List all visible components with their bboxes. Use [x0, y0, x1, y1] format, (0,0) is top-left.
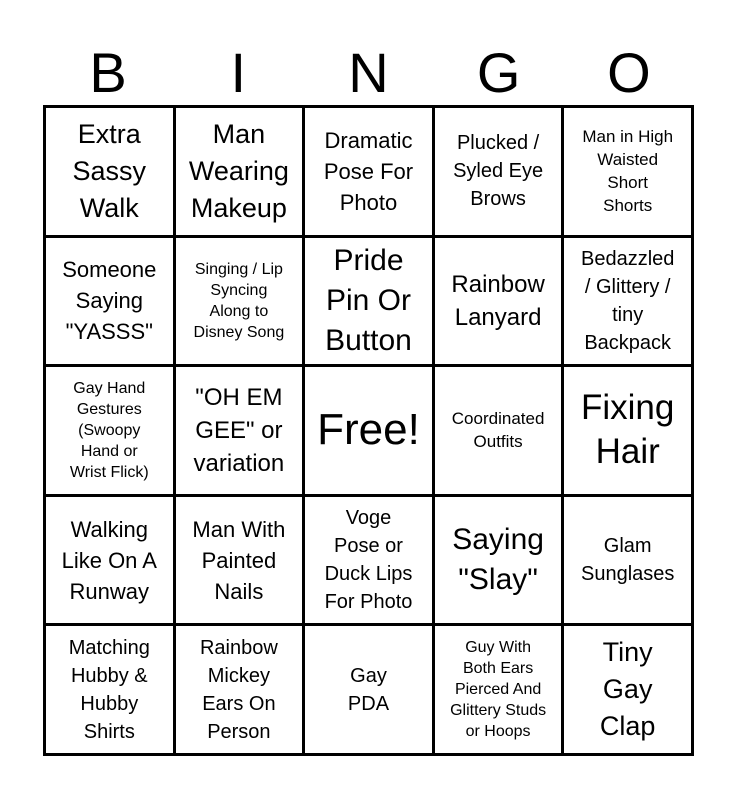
cell-text: Man With Painted Nails [192, 516, 286, 604]
bingo-cell[interactable] [305, 108, 435, 238]
cell-text: Coordinated Outfits [451, 409, 545, 452]
bingo-cell[interactable] [435, 108, 565, 238]
cell-text: Voge Pose or Duck Lips For Photo [324, 507, 413, 614]
bingo-cell[interactable] [176, 367, 306, 497]
cell-text: Man Wearing Makeup [188, 118, 289, 223]
bingo-cell[interactable] [564, 238, 694, 368]
bingo-cell[interactable] [564, 497, 694, 627]
cell-text: Singing / Lip Syncing Along to Disney Song [193, 260, 285, 341]
bingo-cell[interactable] [564, 626, 694, 756]
bingo-board [43, 105, 694, 756]
bingo-cell[interactable] [564, 367, 694, 497]
bingo-cell[interactable] [176, 497, 306, 627]
bingo-cell[interactable] [46, 108, 176, 238]
cell-text: Tiny Gay Clap [599, 637, 656, 742]
free-space-label: Free! [317, 405, 420, 455]
bingo-cell[interactable] [46, 497, 176, 627]
bingo-cell[interactable] [435, 367, 565, 497]
cell-text: Extra Sassy Walk [72, 118, 147, 223]
cell-text: Saying "Slay" [452, 523, 544, 597]
header-letter-g: G [476, 41, 521, 104]
cell-text: Someone Saying "YASSS" [62, 257, 157, 345]
bingo-header [43, 40, 694, 106]
bingo-cell[interactable] [305, 238, 435, 368]
cell-text: Walking Like On A Runway [61, 516, 157, 604]
bingo-cell[interactable] [46, 367, 176, 497]
cell-text: Man in High Waisted Short Shorts [582, 127, 674, 216]
header-letter-o: O [607, 41, 651, 104]
header-letter-i: I [230, 41, 247, 104]
bingo-cell[interactable] [435, 497, 565, 627]
bingo-cell[interactable] [176, 626, 306, 756]
header-letter-b: B [89, 41, 127, 104]
bingo-cell[interactable] [176, 108, 306, 238]
cell-text: "OH EM GEE" or variation [193, 383, 285, 477]
bingo-cell[interactable] [435, 238, 565, 368]
cell-text: Rainbow Mickey Ears On Person [199, 636, 278, 743]
cell-text: Fixing Hair [581, 388, 675, 472]
cell-text: Bedazzled / Glittery / tiny Backpack [580, 247, 675, 354]
cell-text: Gay PDA [347, 664, 390, 715]
cell-text: Dramatic Pose For Photo [323, 127, 414, 215]
bingo-cell[interactable] [564, 108, 694, 238]
bingo-cell[interactable] [435, 626, 565, 756]
cell-text: Plucked / Syled Eye Brows [453, 132, 544, 211]
free-space-cell[interactable] [305, 367, 435, 497]
bingo-cell[interactable] [46, 238, 176, 368]
bingo-cell[interactable] [305, 497, 435, 627]
cell-text: Matching Hubby & Hubby Shirts [68, 636, 150, 743]
cell-text: Gay Hand Gestures (Swoopy Hand or Wrist Flick) [69, 379, 149, 481]
bingo-cell[interactable] [176, 238, 306, 368]
cell-text: Pride Pin Or Button [325, 243, 412, 357]
header-letter-n: N [348, 41, 389, 104]
bingo-cell[interactable] [46, 626, 176, 756]
cell-text: Glam Sunglases [580, 535, 675, 586]
cell-text: Rainbow Lanyard [451, 270, 545, 331]
bingo-cell[interactable] [305, 626, 435, 756]
cell-text: Guy With Both Ears Pierced And Glittery Studs or Hoops [450, 639, 547, 741]
